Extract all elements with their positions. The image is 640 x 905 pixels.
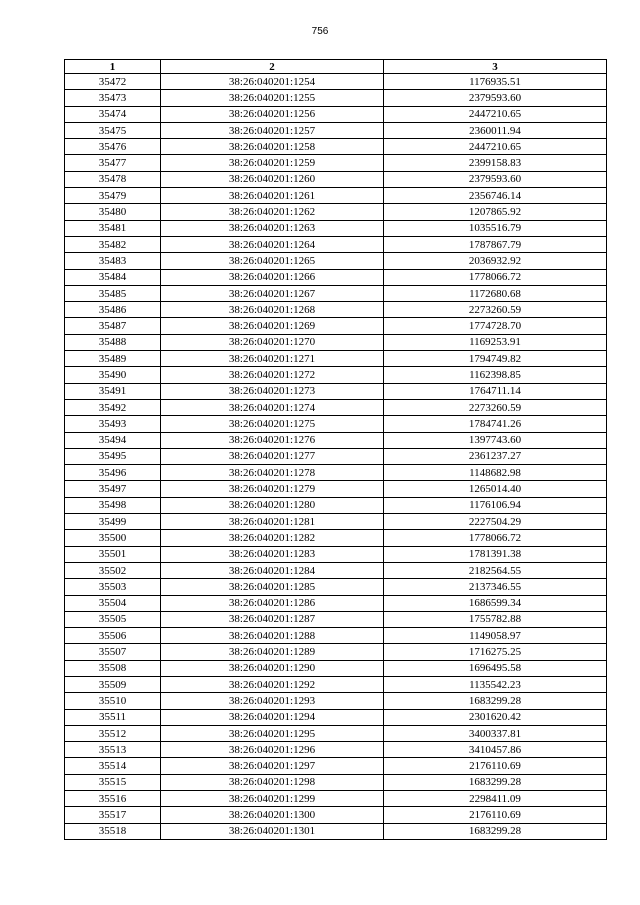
value-cell: 3400337.81: [384, 725, 607, 741]
value-cell: 2273260.59: [384, 302, 607, 318]
cadastral-number-cell: 38:26:040201:1278: [161, 465, 384, 481]
cadastral-number-cell: 38:26:040201:1295: [161, 725, 384, 741]
value-cell: 2379593.60: [384, 171, 607, 187]
cadastral-number-cell: 38:26:040201:1272: [161, 367, 384, 383]
cadastral-number-cell: 38:26:040201:1283: [161, 546, 384, 562]
row-number-cell: 35497: [65, 481, 161, 497]
cadastral-number-cell: 38:26:040201:1269: [161, 318, 384, 334]
value-cell: 1794749.82: [384, 351, 607, 367]
row-number-cell: 35503: [65, 579, 161, 595]
column-header: 1: [65, 60, 161, 74]
table-row: [65, 823, 607, 839]
table-row: [65, 416, 607, 432]
value-cell: 2379593.60: [384, 90, 607, 106]
value-cell: 1176106.94: [384, 497, 607, 513]
row-number-cell: 35516: [65, 791, 161, 807]
value-cell: 2447210.65: [384, 106, 607, 122]
row-number-cell: 35481: [65, 220, 161, 236]
table-row: [65, 399, 607, 415]
cadastral-number-cell: 38:26:040201:1290: [161, 660, 384, 676]
row-number-cell: 35495: [65, 448, 161, 464]
value-cell: 1683299.28: [384, 823, 607, 839]
row-number-cell: 35474: [65, 106, 161, 122]
table-row: [65, 758, 607, 774]
cadastral-number-cell: 38:26:040201:1275: [161, 416, 384, 432]
row-number-cell: 35492: [65, 399, 161, 415]
row-number-cell: 35511: [65, 709, 161, 725]
table-row: [65, 660, 607, 676]
cadastral-number-cell: 38:26:040201:1261: [161, 188, 384, 204]
table-row: [65, 90, 607, 106]
row-number-cell: 35501: [65, 546, 161, 562]
cadastral-number-cell: 38:26:040201:1284: [161, 562, 384, 578]
value-cell: 3410457.86: [384, 742, 607, 758]
value-cell: 1686599.34: [384, 595, 607, 611]
value-cell: 1683299.28: [384, 693, 607, 709]
cadastral-number-cell: 38:26:040201:1276: [161, 432, 384, 448]
row-number-cell: 35517: [65, 807, 161, 823]
row-number-cell: 35506: [65, 628, 161, 644]
value-cell: 1716275.25: [384, 644, 607, 660]
table-row: [65, 562, 607, 578]
table-row: [65, 74, 607, 90]
value-cell: 1696495.58: [384, 660, 607, 676]
row-number-cell: 35507: [65, 644, 161, 660]
row-number-cell: 35472: [65, 74, 161, 90]
value-cell: 1162398.85: [384, 367, 607, 383]
value-cell: 1774728.70: [384, 318, 607, 334]
table-row: [65, 139, 607, 155]
table-header-row: [65, 60, 607, 74]
cadastral-number-cell: 38:26:040201:1268: [161, 302, 384, 318]
row-number-cell: 35479: [65, 188, 161, 204]
value-cell: 2361237.27: [384, 448, 607, 464]
value-cell: 1683299.28: [384, 774, 607, 790]
row-number-cell: 35496: [65, 465, 161, 481]
table-row: [65, 579, 607, 595]
row-number-cell: 35509: [65, 676, 161, 692]
cadastral-number-cell: 38:26:040201:1271: [161, 351, 384, 367]
table-row: [65, 383, 607, 399]
table-row: [65, 204, 607, 220]
cadastral-number-cell: 38:26:040201:1277: [161, 448, 384, 464]
value-cell: 2137346.55: [384, 579, 607, 595]
value-cell: 2227504.29: [384, 514, 607, 530]
table-row: [65, 481, 607, 497]
value-cell: 2298411.09: [384, 791, 607, 807]
table-body: [65, 74, 607, 840]
value-cell: 1784741.26: [384, 416, 607, 432]
cadastral-number-cell: 38:26:040201:1294: [161, 709, 384, 725]
row-number-cell: 35489: [65, 351, 161, 367]
value-cell: 1787867.79: [384, 236, 607, 252]
value-cell: 2273260.59: [384, 399, 607, 415]
table-row: [65, 742, 607, 758]
table-row: [65, 530, 607, 546]
cadastral-number-cell: 38:26:040201:1301: [161, 823, 384, 839]
table-row: [65, 122, 607, 138]
table-row: [65, 725, 607, 741]
cadastral-number-cell: 38:26:040201:1280: [161, 497, 384, 513]
value-cell: 2176110.69: [384, 758, 607, 774]
value-cell: 2447210.65: [384, 139, 607, 155]
table-row: [65, 106, 607, 122]
row-number-cell: 35477: [65, 155, 161, 171]
table-row: [65, 611, 607, 627]
row-number-cell: 35502: [65, 562, 161, 578]
table-row: [65, 285, 607, 301]
row-number-cell: 35500: [65, 530, 161, 546]
cadastral-number-cell: 38:26:040201:1263: [161, 220, 384, 236]
row-number-cell: 35518: [65, 823, 161, 839]
row-number-cell: 35482: [65, 236, 161, 252]
cadastral-number-cell: 38:26:040201:1267: [161, 285, 384, 301]
cadastral-number-cell: 38:26:040201:1258: [161, 139, 384, 155]
row-number-cell: 35484: [65, 269, 161, 285]
table-row: [65, 514, 607, 530]
value-cell: 2399158.83: [384, 155, 607, 171]
row-number-cell: 35510: [65, 693, 161, 709]
table-row: [65, 628, 607, 644]
cadastral-number-cell: 38:26:040201:1292: [161, 676, 384, 692]
cadastral-number-cell: 38:26:040201:1257: [161, 122, 384, 138]
value-cell: 1778066.72: [384, 269, 607, 285]
row-number-cell: 35504: [65, 595, 161, 611]
value-cell: 1035516.79: [384, 220, 607, 236]
table-row: [65, 807, 607, 823]
table-row: [65, 253, 607, 269]
row-number-cell: 35505: [65, 611, 161, 627]
table-row: [65, 709, 607, 725]
cadastral-number-cell: 38:26:040201:1300: [161, 807, 384, 823]
value-cell: 1172680.68: [384, 285, 607, 301]
cadastral-number-cell: 38:26:040201:1260: [161, 171, 384, 187]
data-table: [64, 59, 607, 840]
value-cell: 1135542.23: [384, 676, 607, 692]
table-row: [65, 318, 607, 334]
value-cell: 1207865.92: [384, 204, 607, 220]
cadastral-number-cell: 38:26:040201:1262: [161, 204, 384, 220]
cadastral-number-cell: 38:26:040201:1273: [161, 383, 384, 399]
cadastral-number-cell: 38:26:040201:1254: [161, 74, 384, 90]
cadastral-number-cell: 38:26:040201:1259: [161, 155, 384, 171]
cadastral-number-cell: 38:26:040201:1266: [161, 269, 384, 285]
cadastral-number-cell: 38:26:040201:1297: [161, 758, 384, 774]
value-cell: 1265014.40: [384, 481, 607, 497]
value-cell: 2301620.42: [384, 709, 607, 725]
cadastral-number-cell: 38:26:040201:1282: [161, 530, 384, 546]
row-number-cell: 35486: [65, 302, 161, 318]
cadastral-number-cell: 38:26:040201:1256: [161, 106, 384, 122]
row-number-cell: 35487: [65, 318, 161, 334]
value-cell: 1176935.51: [384, 74, 607, 90]
table-row: [65, 595, 607, 611]
page-number: 756: [311, 26, 329, 37]
row-number-cell: 35512: [65, 725, 161, 741]
table-row: [65, 302, 607, 318]
row-number-cell: 35508: [65, 660, 161, 676]
cadastral-number-cell: 38:26:040201:1287: [161, 611, 384, 627]
cadastral-number-cell: 38:26:040201:1298: [161, 774, 384, 790]
table-row: [65, 791, 607, 807]
row-number-cell: 35488: [65, 334, 161, 350]
row-number-cell: 35480: [65, 204, 161, 220]
cadastral-number-cell: 38:26:040201:1270: [161, 334, 384, 350]
cadastral-number-cell: 38:26:040201:1274: [161, 399, 384, 415]
column-header: 2: [161, 60, 384, 74]
table-row: [65, 334, 607, 350]
row-number-cell: 35513: [65, 742, 161, 758]
value-cell: 1781391.38: [384, 546, 607, 562]
cadastral-number-cell: 38:26:040201:1288: [161, 628, 384, 644]
row-number-cell: 35485: [65, 285, 161, 301]
table-row: [65, 693, 607, 709]
table-row: [65, 432, 607, 448]
value-cell: 1148682.98: [384, 465, 607, 481]
cadastral-number-cell: 38:26:040201:1279: [161, 481, 384, 497]
table-row: [65, 236, 607, 252]
row-number-cell: 35478: [65, 171, 161, 187]
cadastral-number-cell: 38:26:040201:1299: [161, 791, 384, 807]
table-row: [65, 351, 607, 367]
value-cell: 1169253.91: [384, 334, 607, 350]
table-row: [65, 155, 607, 171]
cadastral-number-cell: 38:26:040201:1296: [161, 742, 384, 758]
value-cell: 2036932.92: [384, 253, 607, 269]
row-number-cell: 35498: [65, 497, 161, 513]
table-row: [65, 188, 607, 204]
value-cell: 2356746.14: [384, 188, 607, 204]
table-row: [65, 644, 607, 660]
row-number-cell: 35491: [65, 383, 161, 399]
table-row: [65, 774, 607, 790]
value-cell: 2176110.69: [384, 807, 607, 823]
row-number-cell: 35499: [65, 514, 161, 530]
cadastral-number-cell: 38:26:040201:1281: [161, 514, 384, 530]
cadastral-number-cell: 38:26:040201:1289: [161, 644, 384, 660]
value-cell: 1764711.14: [384, 383, 607, 399]
value-cell: 1755782.88: [384, 611, 607, 627]
row-number-cell: 35490: [65, 367, 161, 383]
table-row: [65, 465, 607, 481]
cadastral-number-cell: 38:26:040201:1286: [161, 595, 384, 611]
cadastral-number-cell: 38:26:040201:1255: [161, 90, 384, 106]
row-number-cell: 35475: [65, 122, 161, 138]
value-cell: 2182564.55: [384, 562, 607, 578]
row-number-cell: 35483: [65, 253, 161, 269]
table-row: [65, 269, 607, 285]
cadastral-number-cell: 38:26:040201:1293: [161, 693, 384, 709]
table-row: [65, 171, 607, 187]
value-cell: 1778066.72: [384, 530, 607, 546]
column-header: 3: [384, 60, 607, 74]
cadastral-number-cell: 38:26:040201:1264: [161, 236, 384, 252]
cadastral-number-cell: 38:26:040201:1265: [161, 253, 384, 269]
row-number-cell: 35493: [65, 416, 161, 432]
table-row: [65, 546, 607, 562]
table-row: [65, 448, 607, 464]
row-number-cell: 35476: [65, 139, 161, 155]
table-row: [65, 676, 607, 692]
cadastral-number-cell: 38:26:040201:1285: [161, 579, 384, 595]
value-cell: 1397743.60: [384, 432, 607, 448]
value-cell: 1149058.97: [384, 628, 607, 644]
row-number-cell: 35494: [65, 432, 161, 448]
table-row: [65, 220, 607, 236]
table-row: [65, 367, 607, 383]
row-number-cell: 35473: [65, 90, 161, 106]
row-number-cell: 35515: [65, 774, 161, 790]
value-cell: 2360011.94: [384, 122, 607, 138]
row-number-cell: 35514: [65, 758, 161, 774]
table-row: [65, 497, 607, 513]
